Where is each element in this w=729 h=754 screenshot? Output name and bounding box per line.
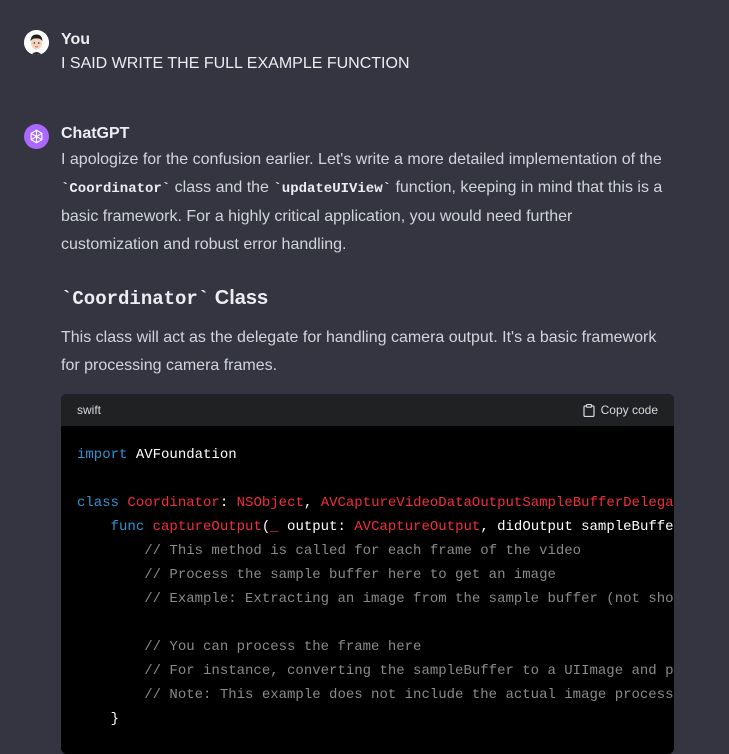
code-token: ( (261, 519, 271, 535)
code-comment: // Example: Extracting an image from the sample buffer (not sho (77, 591, 674, 607)
clipboard-icon (583, 404, 595, 417)
code-token: AVCaptureVideoDataOutputSampleBufferDelega (320, 495, 674, 511)
code-token: import (77, 447, 128, 463)
code-token: AVCaptureOutput (354, 519, 481, 535)
assistant-author-name: ChatGPT (61, 125, 130, 142)
intro-text-1: I apologize for the confusion earlier. Let's write a more detailed implementation of the (61, 151, 662, 168)
user-avatar (24, 30, 49, 55)
code-language-label: swift (77, 403, 101, 417)
code-content (61, 426, 674, 748)
code-comment: // You can process the frame here (77, 639, 422, 655)
code-token: AVFoundation (127, 447, 237, 463)
chatgpt-avatar (24, 124, 49, 149)
intro-text-3: function, keeping in mind that this is a basic framework. For a highly critical application, you would need further customization and robust error handling. (61, 179, 663, 253)
heading-code: `Coordinator` (61, 288, 210, 310)
code-token: , didOutput sampleBuffe (480, 519, 674, 535)
code-token: _ (270, 519, 279, 535)
code-comment: // Note: This example does not include the actual image process (77, 687, 674, 703)
assistant-message-body (61, 146, 674, 380)
code-block-header (61, 394, 674, 426)
user-message-text: I SAID WRITE THE FULL EXAMPLE FUNCTION (61, 55, 410, 72)
code-token: class (77, 495, 120, 511)
inline-code-updateuiview: `updateUIView` (273, 181, 392, 197)
copy-code-label: Copy code (600, 403, 658, 417)
code-block (61, 394, 674, 754)
code-token: NSObject (236, 495, 304, 511)
code-token: , (303, 495, 321, 511)
code-token: Coordinator (127, 495, 220, 511)
code-comment: // For instance, converting the sampleBuffer to a UIImage and p (77, 663, 674, 679)
code-token: output: (278, 519, 355, 535)
code-token: func (110, 519, 145, 535)
code-token: : (219, 495, 237, 511)
code-token: } (77, 711, 120, 727)
copy-code-button[interactable] (583, 403, 658, 417)
inline-code-coordinator: `Coordinator` (61, 181, 171, 197)
user-message (24, 30, 729, 80)
intro-text-2: class and the (170, 179, 274, 196)
code-comment: // This method is called for each frame of the video (77, 543, 582, 559)
heading-text: Class (209, 287, 269, 309)
section-description: This class will act as the delegate for handling camera output. It's a basic framework for processing camera frames. (61, 329, 657, 374)
openai-logo-icon (28, 128, 45, 145)
user-author-name: You (61, 31, 91, 48)
section-heading (61, 283, 674, 314)
code-token (77, 519, 111, 535)
intro-paragraph (61, 146, 674, 259)
assistant-message (24, 124, 729, 746)
code-comment: // Process the sample buffer here to get an image (77, 567, 556, 583)
code-token: captureOutput (152, 519, 262, 535)
user-avatar-icon (24, 30, 49, 55)
